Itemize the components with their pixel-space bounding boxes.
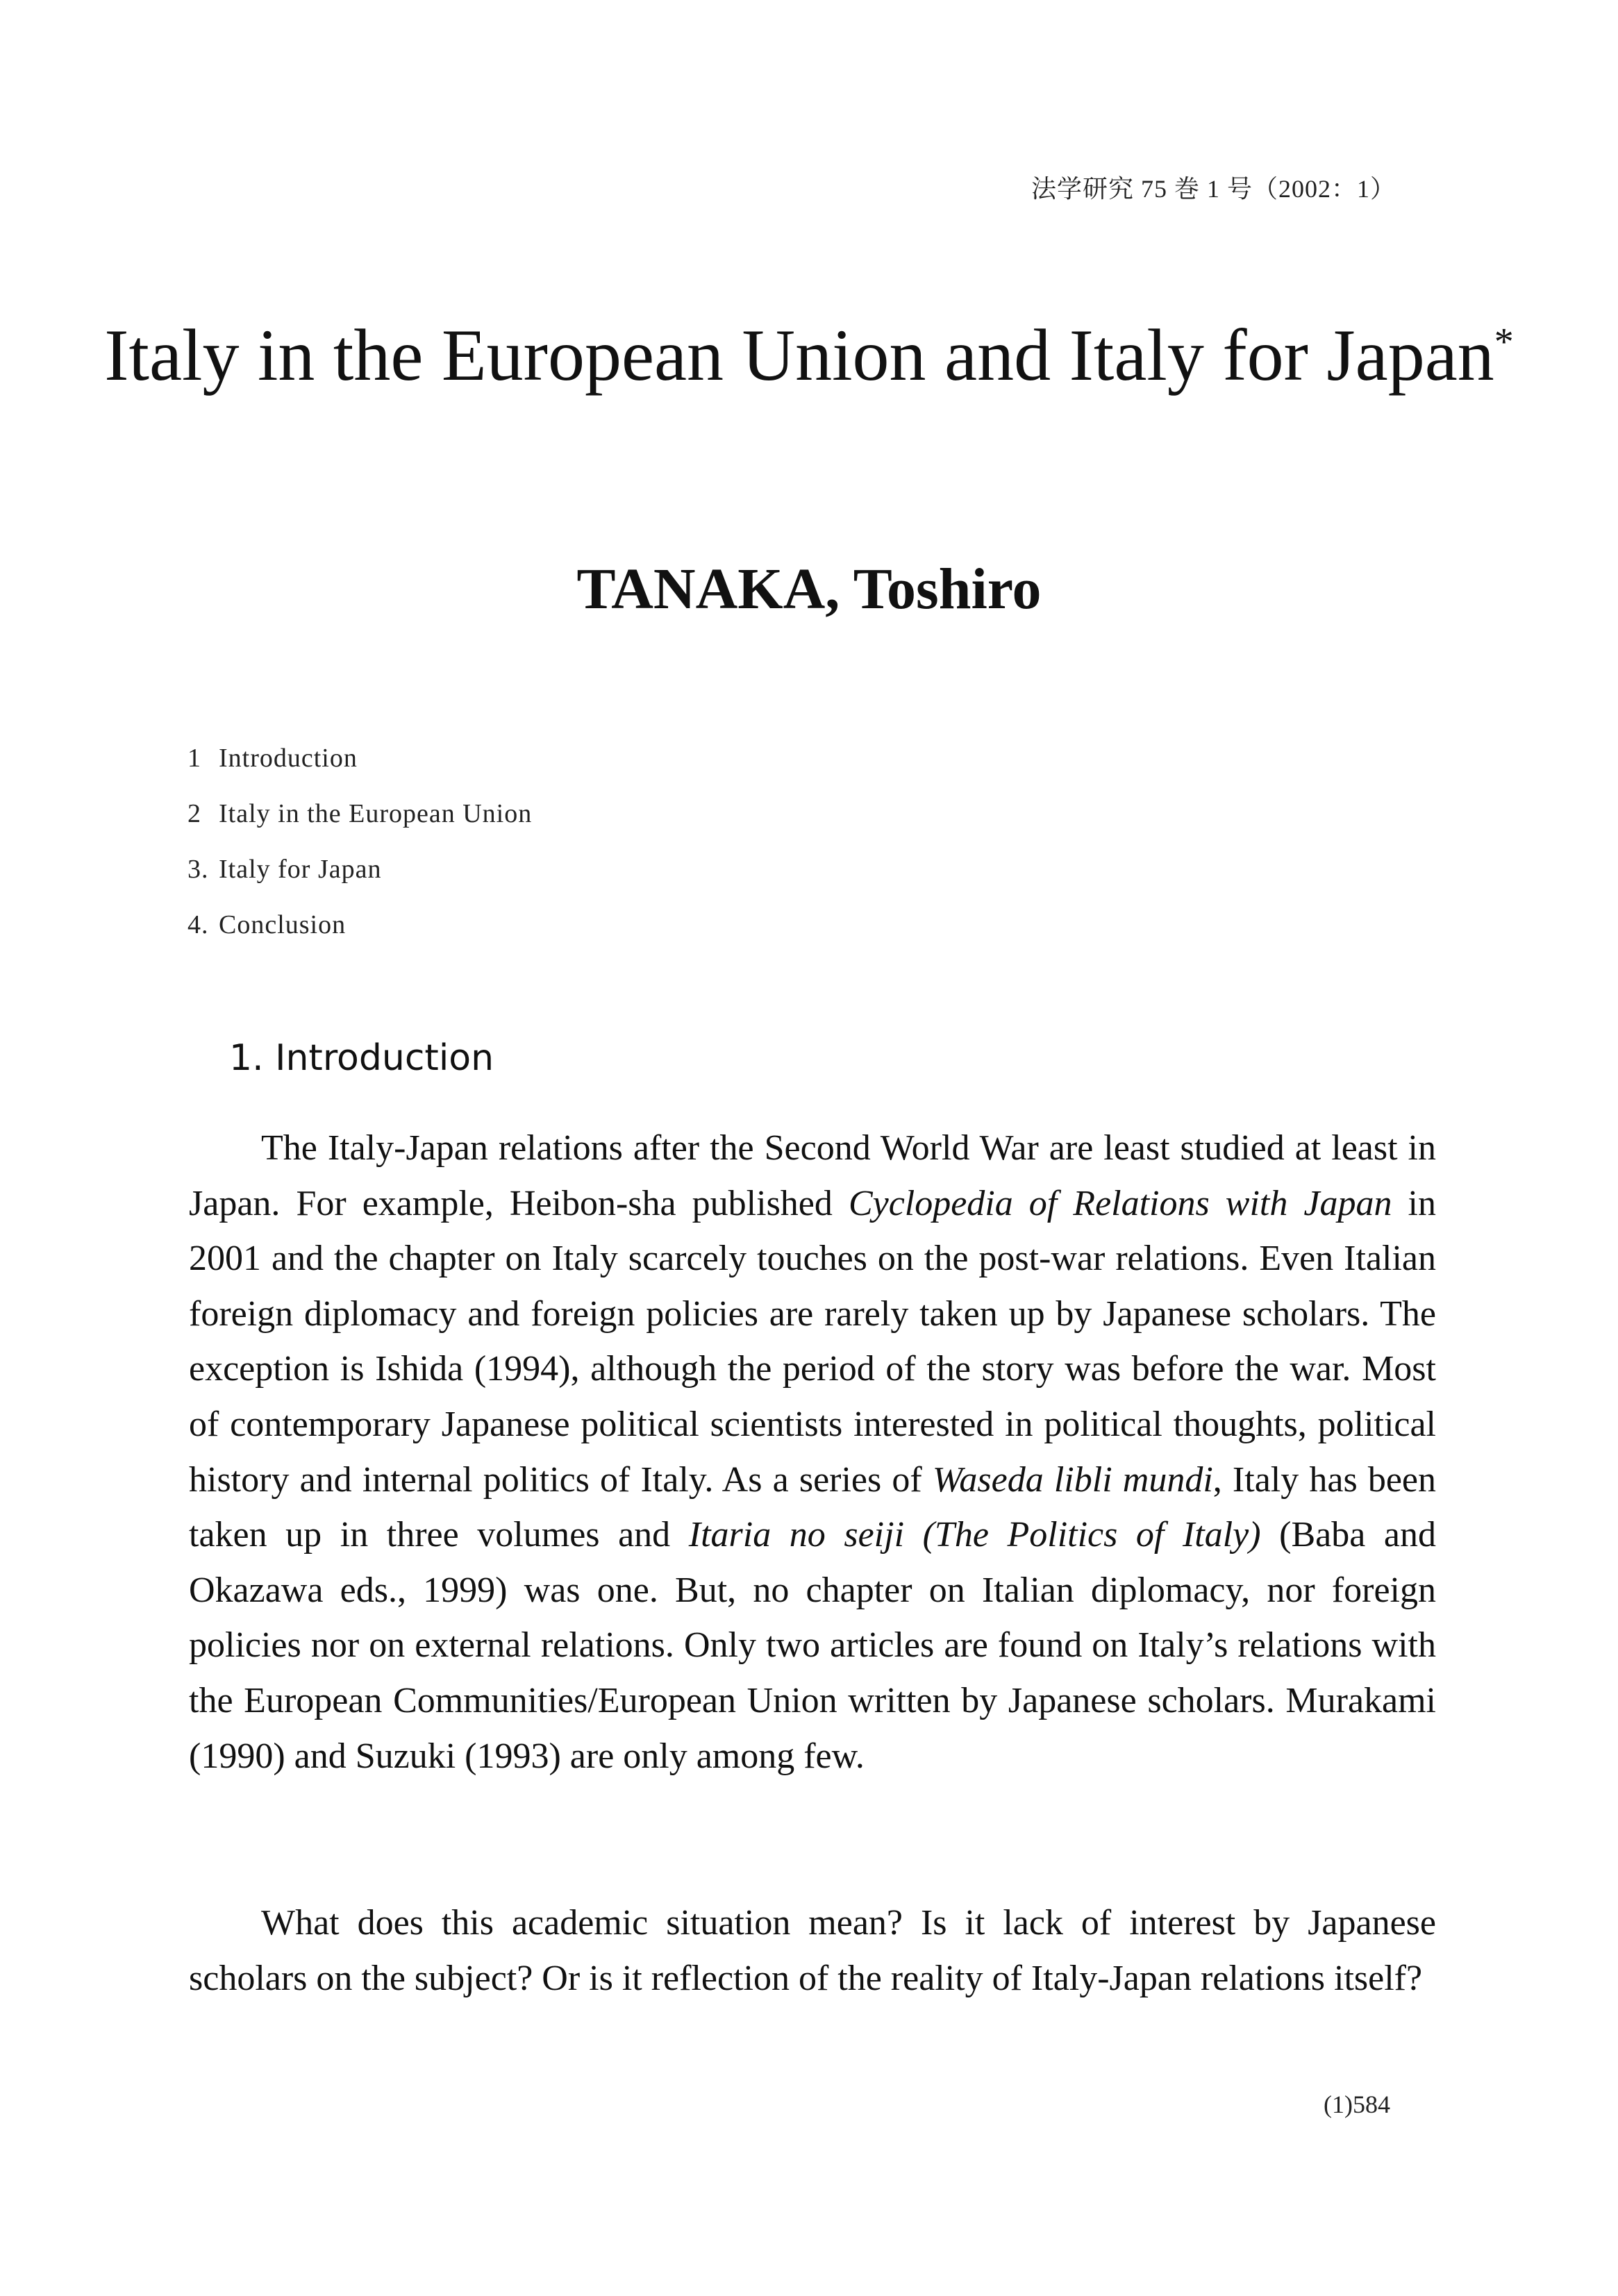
article-title-text: Italy in the European Union and Italy for Japan (104, 315, 1494, 396)
toc-item (187, 739, 532, 794)
paragraph-text: (Baba and Okazawa eds., 1999) was one. But, no chapter on Italian diplomacy, nor foreign policies nor on external relations. Only two articles are found on Italy’s relations with the European Communities/European Union written by Japanese scholars. Murakami (1990) and Suzuki (1993) are only among few. (189, 1515, 1436, 1776)
paragraph-text: The Italy-Japan relations after the Second World War are least studied at least in Japan. For example, Heibon-sha published (189, 1128, 1436, 1223)
body-paragraph: What does this academic situation mean? Is it lack of interest by Japanese scholars on the subject? Or is it reflection of the reality of Italy-Japan relations itself? (189, 1903, 1436, 1998)
toc-item (187, 905, 532, 961)
toc-item-number: 1 (187, 744, 201, 773)
table-of-contents (187, 739, 532, 961)
body-paragraph (189, 1121, 1436, 1784)
italic-title: Waseda libli mundi (932, 1459, 1213, 1500)
toc-item-label: Conclusion (219, 910, 347, 939)
toc-item-number: 4. (187, 910, 209, 939)
toc-item (187, 794, 532, 850)
toc-item-number: 3. (187, 855, 209, 884)
toc-item-label: Introduction (219, 744, 358, 773)
article-title (0, 305, 1618, 405)
toc-item-label: Italy in the European Union (219, 799, 533, 828)
title-footnote-mark: * (1494, 320, 1514, 364)
paragraph-text: , Italy has been taken up in three volumes and (189, 1459, 1436, 1555)
italic-title: Itaria no seiji (The Politics of Italy) (688, 1515, 1261, 1555)
paragraph-text: in 2001 and the chapter on Italy scarcely touches on the post-war relations. Even Italian foreign diplomacy and foreign policies are rarely taken up by Japanese scholars. The exception is Ishida (1994), although the period of the story was before the war. Most of contemporary Japanese political scientists interested in political thoughts, political history and internal politics of Italy. As a series of (189, 1183, 1436, 1500)
toc-item-number: 2 (187, 799, 201, 828)
italic-title: Cyclopedia of Relations with Japan (848, 1183, 1392, 1223)
toc-item (187, 850, 532, 905)
toc-item-label: Italy for Japan (219, 855, 382, 884)
section-heading: 1. Introduction (229, 1037, 494, 1079)
author-name: TANAKA, Toshiro (576, 557, 1042, 621)
page-number: (1)584 (1324, 2090, 1390, 2118)
journal-header: 法学研究 75 巻 1 号（2002：1） (1031, 175, 1396, 203)
